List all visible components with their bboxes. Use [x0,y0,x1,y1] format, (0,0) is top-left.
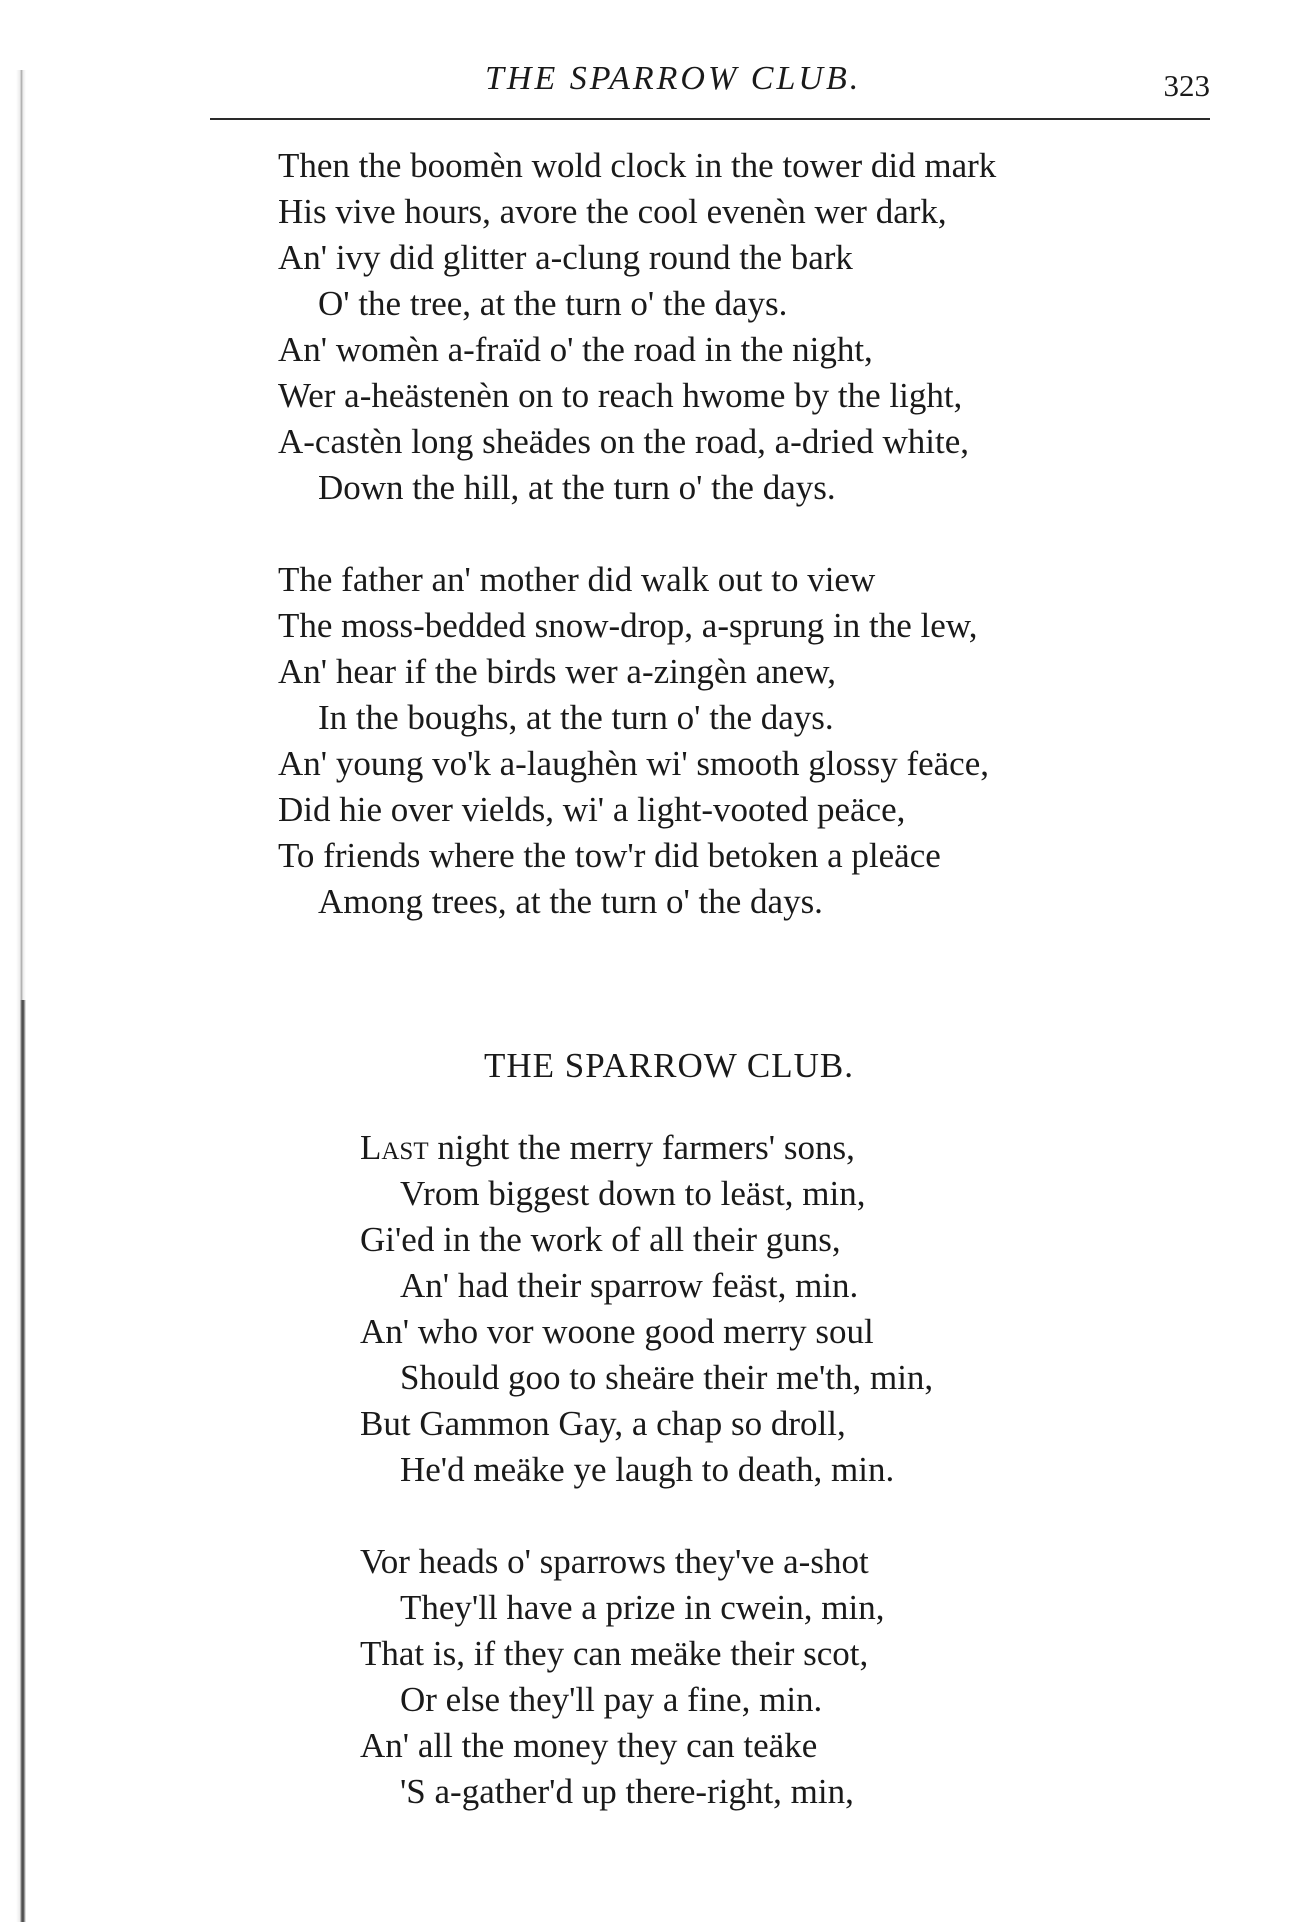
verse-line: The moss-bedded snow-drop, a-sprung in the lew, [278,606,978,645]
verse-line: An' womèn a-fraïd o' the road in the night, [278,330,873,369]
verse-line: The father an' mother did walk out to view [278,560,876,599]
verse-line: An' ivy did glitter a-clung round the bark [278,238,853,277]
header-rule [210,118,1210,120]
verse-line: Among trees, at the turn o' the days. [318,882,823,921]
verse-line: An' had their sparrow feäst, min. [400,1266,859,1305]
verse-line: Vor heads o' sparrows they've a-shot [360,1542,869,1581]
verse-line: Down the hill, at the turn o' the days. [318,468,836,507]
verse-line: But Gammon Gay, a chap so droll, [360,1404,846,1443]
verse-line: Gi'ed in the work of all their guns, [360,1220,841,1259]
verse-line [360,1125,855,1171]
first-line-text: night the merry farmers' sons, [428,1128,855,1167]
verse-line: Vrom biggest down to leäst, min, [400,1174,866,1213]
verse-line: O' the tree, at the turn o' the days. [318,284,788,323]
running-head: THE SPARROW CLUB. [485,60,862,97]
verse-line: An' hear if the birds wer a-zingèn anew, [278,652,836,691]
verse-line: An' who vor woone good merry soul [360,1312,874,1351]
verse-line: A-castèn long sheädes on the road, a-dried white, [278,422,970,461]
poem-title: THE SPARROW CLUB. [484,1046,854,1085]
verse-line: Then the boomèn wold clock in the tower did mark [278,146,997,185]
page-binding-edge [20,1000,26,1922]
verse-line: Did hie over vields, wi' a light-vooted peäce, [278,790,906,829]
page-header [210,56,1210,106]
opening-word: Last [360,1128,429,1167]
verse-line: He'd meäke ye laugh to death, min. [400,1450,895,1489]
verse-line: That is, if they can meäke their scot, [360,1634,869,1673]
verse-line: They'll have a prize in cwein, min, [400,1588,885,1627]
verse-line: His vive hours, avore the cool evenèn wer dark, [278,192,947,231]
verse-line: Or else they'll pay a fine, min. [400,1680,823,1719]
page-number: 323 [1163,68,1210,103]
verse-line: 'S a-gather'd up there-right, min, [400,1772,854,1811]
verse-line: In the boughs, at the turn o' the days. [318,698,834,737]
verse-line: To friends where the tow'r did betoken a pleäce [278,836,941,875]
verse-line: An' young vo'k a-laughèn wi' smooth glossy feäce, [278,744,990,783]
verse-line: Should goo to sheäre their me'th, min, [400,1358,934,1397]
verse-line: Wer a-heästenèn on to reach hwome by the light, [278,376,963,415]
verse-line: An' all the money they can teäke [360,1726,818,1765]
